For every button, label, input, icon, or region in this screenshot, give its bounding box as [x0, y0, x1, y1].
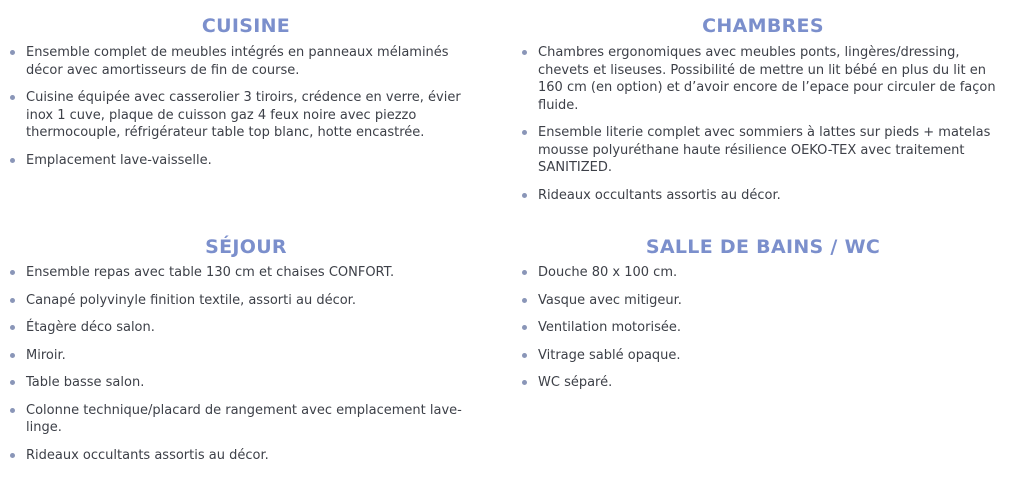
bullet-icon [10, 158, 15, 163]
list-item [518, 292, 1008, 310]
section-title-cuisine: CUISINE [201, 15, 291, 37]
list-item-text: Miroir. [26, 347, 66, 363]
section-chambres [518, 15, 1008, 214]
list-item-text: Étagère déco salon. [26, 320, 155, 335]
list-item-text: Chambres ergonomiques avec meubles ponts, lingères/dressing, chevets et liseuses. Possibilité de mettre un lit bébé en plus du lit en 160 cm (en option) et d’avoir encore de l’epace pour circuler de façon fluide. [538, 45, 996, 113]
list-item [518, 187, 1008, 205]
list-item [6, 44, 486, 79]
bullet-icon [522, 325, 527, 330]
list-item-text: Table basse salon. [26, 375, 145, 390]
bullet-icon [10, 298, 15, 303]
list-item [6, 152, 486, 170]
section-title-chambres: CHAMBRES [702, 15, 824, 37]
list-item-text: Douche 80 x 100 cm. [538, 265, 678, 280]
list-item [518, 347, 1008, 365]
list-item [6, 447, 486, 465]
list-item [518, 319, 1008, 337]
section-sejour [6, 236, 486, 474]
bullet-icon [10, 453, 15, 458]
list-item-text: Ensemble repas avec table 130 cm et chaises CONFORT. [26, 265, 395, 280]
list-item-text: Vasque avec mitigeur. [538, 292, 682, 308]
list-item-text: Vitrage sablé opaque. [538, 347, 681, 363]
section-salle-de-bains [518, 236, 1008, 402]
list-chambres [518, 44, 1008, 204]
bullet-icon [10, 353, 15, 358]
section-title-sejour: SÉJOUR [205, 236, 287, 258]
list-item-text: Cuisine équipée avec casserolier 3 tiroirs, crédence en verre, évier inox 1 cuve, plaque de cuisson gaz 4 feux noire avec piezzo thermocouple, réfrigérateur table top blanc, hotte encastrée. [26, 90, 461, 140]
list-item [6, 264, 486, 282]
bullet-icon [522, 270, 527, 275]
bullet-icon [522, 380, 527, 385]
list-item-text: Ventilation motorisée. [538, 320, 681, 335]
list-item [6, 402, 486, 437]
list-item [518, 374, 1008, 392]
list-item [6, 319, 486, 337]
bullet-icon [522, 50, 527, 55]
section-title-salle-de-bains: SALLE DE BAINS / WC [645, 236, 881, 258]
list-item-text: Rideaux occultants assortis au décor. [538, 187, 781, 203]
bullet-icon [10, 380, 15, 385]
list-salle-de-bains [518, 264, 1008, 392]
section-cuisine [6, 15, 486, 179]
list-item-text: WC séparé. [538, 375, 613, 390]
list-item [6, 292, 486, 310]
bullet-icon [10, 408, 15, 413]
list-item [518, 264, 1008, 282]
list-item-text: Colonne technique/placard de rangement avec emplacement lave-linge. [26, 402, 462, 435]
list-item [6, 89, 486, 142]
list-item [518, 124, 1008, 177]
list-item-text: Rideaux occultants assortis au décor. [26, 447, 269, 463]
list-item [6, 374, 486, 392]
bullet-icon [10, 50, 15, 55]
bullet-icon [522, 130, 527, 135]
list-item-text: Canapé polyvinyle finition textile, assorti au décor. [26, 292, 356, 308]
bullet-icon [10, 95, 15, 100]
list-item-text: Emplacement lave-vaisselle. [26, 152, 212, 168]
bullet-icon [522, 353, 527, 358]
bullet-icon [10, 270, 15, 275]
list-item [6, 347, 486, 365]
list-sejour [6, 264, 486, 464]
list-item-text: Ensemble literie complet avec sommiers à lattes sur pieds + matelas mousse polyuréthane haute résilience OEKO-TEX avec traitement SANITIZED. [538, 125, 991, 175]
list-item-text: Ensemble complet de meubles intégrés en panneaux mélaminés décor avec amortisseurs de fin de course. [26, 45, 449, 78]
bullet-icon [10, 325, 15, 330]
list-item [518, 44, 1008, 114]
bullet-icon [522, 193, 527, 198]
bullet-icon [522, 298, 527, 303]
list-cuisine [6, 44, 486, 169]
